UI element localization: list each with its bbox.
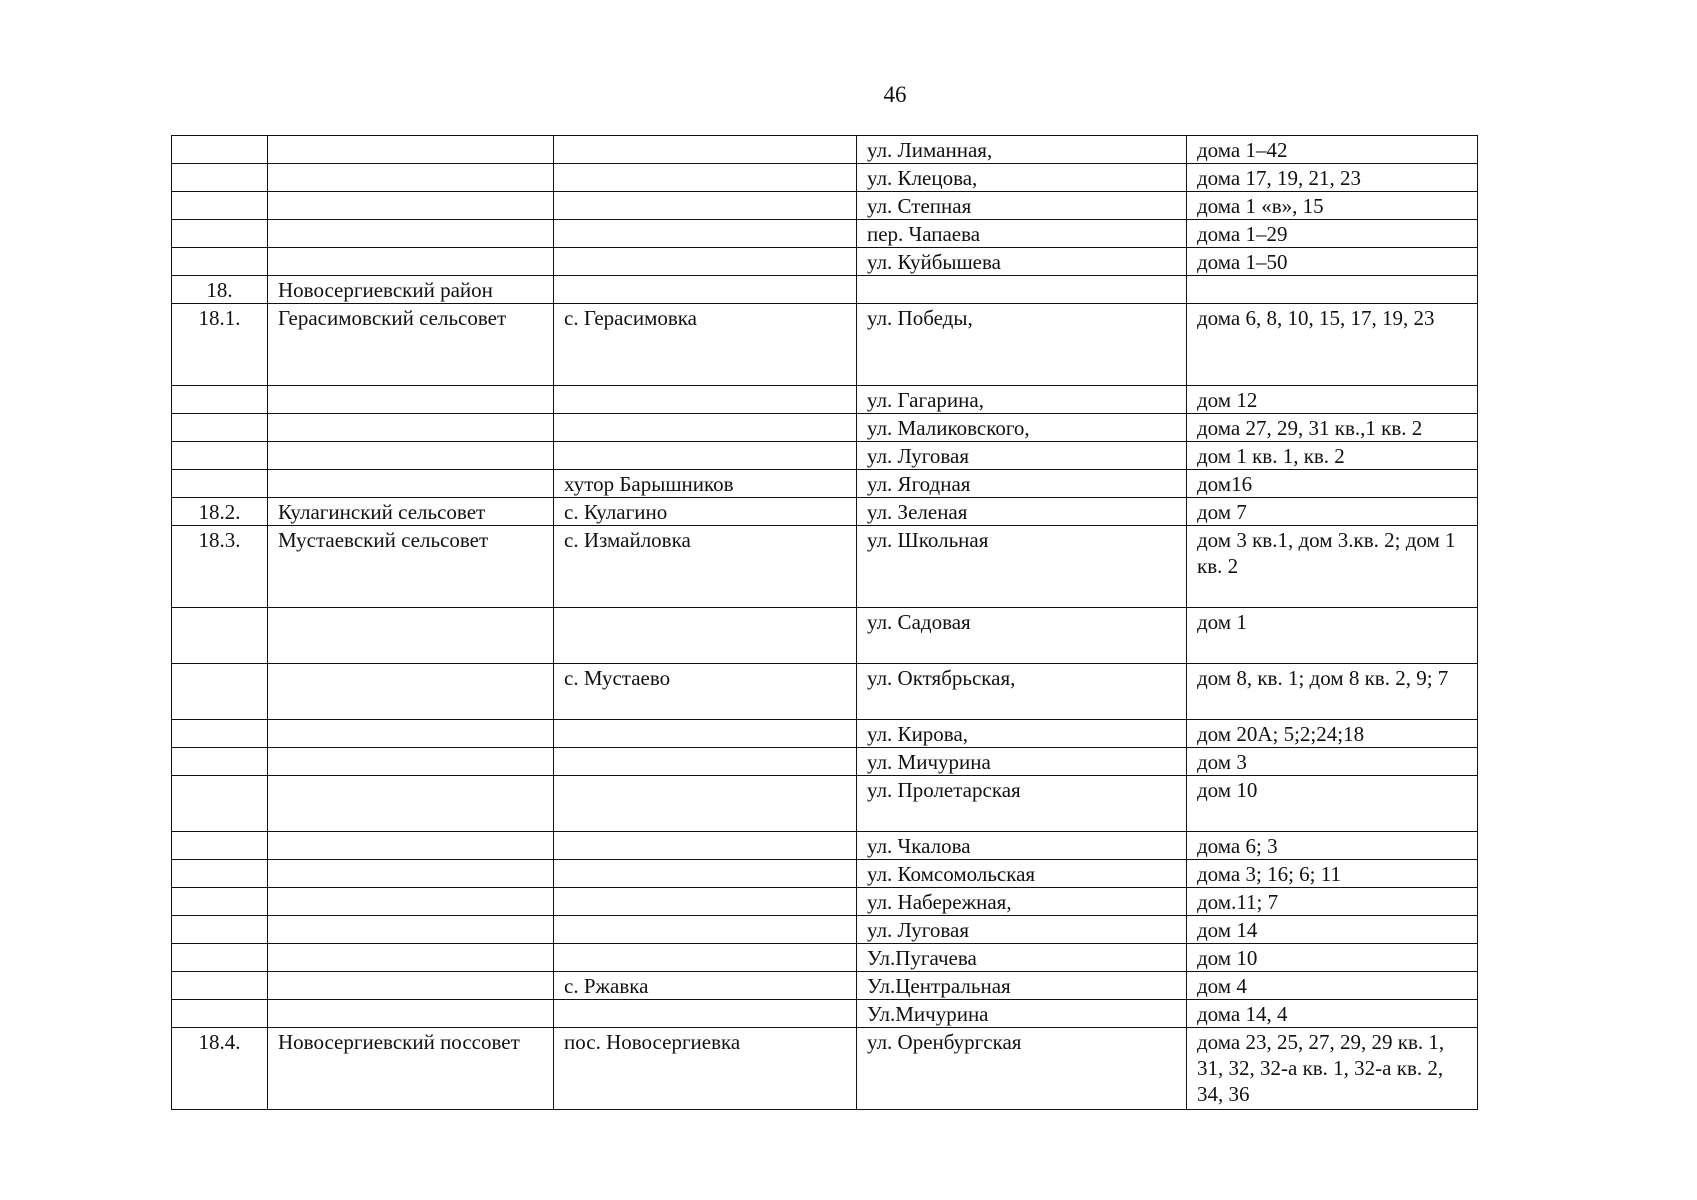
settlement-cell: с. Герасимовка: [554, 304, 857, 386]
district-cell: Новосергиевский поссовет: [268, 1028, 554, 1110]
district-cell: [268, 944, 554, 972]
street-cell: ул. Степная: [857, 192, 1187, 220]
houses-cell: [1187, 276, 1478, 304]
settlement-cell: [554, 860, 857, 888]
district-cell: [268, 470, 554, 498]
houses-cell: дом 1: [1187, 608, 1478, 664]
district-cell: [268, 776, 554, 832]
houses-cell: дом 3: [1187, 748, 1478, 776]
district-cell: [268, 748, 554, 776]
settlement-cell: [554, 136, 857, 164]
row-number: [172, 664, 268, 720]
street-cell: ул. Луговая: [857, 442, 1187, 470]
row-number: [172, 414, 268, 442]
houses-cell: дома 6; 3: [1187, 832, 1478, 860]
street-cell: [857, 276, 1187, 304]
table-row: [172, 304, 1478, 386]
houses-cell: дома 1 «в», 15: [1187, 192, 1478, 220]
houses-cell: дом 3 кв.1, дом 3.кв. 2; дом 1 кв. 2: [1187, 526, 1478, 608]
settlement-cell: [554, 832, 857, 860]
street-cell: ул. Школьная: [857, 526, 1187, 608]
table-row: [172, 608, 1478, 664]
settlement-cell: [554, 220, 857, 248]
houses-cell: дома 3; 16; 6; 11: [1187, 860, 1478, 888]
table-row: [172, 276, 1478, 304]
street-cell: ул. Гагарина,: [857, 386, 1187, 414]
district-cell: [268, 1000, 554, 1028]
table-row: [172, 748, 1478, 776]
settlement-cell: [554, 164, 857, 192]
street-cell: Ул.Центральная: [857, 972, 1187, 1000]
houses-cell: дом 1 кв. 1, кв. 2: [1187, 442, 1478, 470]
row-number: [172, 442, 268, 470]
street-cell: Ул.Пугачева: [857, 944, 1187, 972]
table-row: [172, 860, 1478, 888]
settlement-cell: [554, 608, 857, 664]
street-cell: ул. Чкалова: [857, 832, 1187, 860]
row-number: [172, 248, 268, 276]
settlement-cell: [554, 414, 857, 442]
settlement-cell: [554, 944, 857, 972]
table-row: [172, 470, 1478, 498]
houses-cell: дом 12: [1187, 386, 1478, 414]
street-cell: ул. Кирова,: [857, 720, 1187, 748]
settlement-cell: [554, 748, 857, 776]
row-number: [172, 608, 268, 664]
table-row: [172, 888, 1478, 916]
settlement-cell: [554, 276, 857, 304]
houses-cell: дома 1–42: [1187, 136, 1478, 164]
settlement-cell: [554, 1000, 857, 1028]
street-cell: Ул.Мичурина: [857, 1000, 1187, 1028]
row-number: [172, 972, 268, 1000]
table-row: [172, 1000, 1478, 1028]
row-number: [172, 748, 268, 776]
settlement-cell: [554, 888, 857, 916]
settlement-cell: [554, 192, 857, 220]
houses-cell: дома 23, 25, 27, 29, 29 кв. 1, 31, 32, 32-а кв. 1, 32-а кв. 2, 34, 36: [1187, 1028, 1478, 1110]
district-cell: [268, 136, 554, 164]
table-row: [172, 526, 1478, 608]
district-cell: [268, 832, 554, 860]
table-row: [172, 832, 1478, 860]
street-cell: ул. Комсомольская: [857, 860, 1187, 888]
row-number: 18.3.: [172, 526, 268, 608]
row-number: [172, 1000, 268, 1028]
district-cell: [268, 192, 554, 220]
district-cell: Герасимовский сельсовет: [268, 304, 554, 386]
settlement-cell: [554, 776, 857, 832]
page-number: 46: [883, 82, 907, 107]
table-row: [172, 414, 1478, 442]
street-cell: ул. Садовая: [857, 608, 1187, 664]
street-cell: ул. Оренбургская: [857, 1028, 1187, 1110]
street-cell: пер. Чапаева: [857, 220, 1187, 248]
row-number: [172, 888, 268, 916]
row-number: [172, 776, 268, 832]
table-row: [172, 664, 1478, 720]
houses-cell: дом 10: [1187, 944, 1478, 972]
row-number: 18.: [172, 276, 268, 304]
houses-cell: дом.11; 7: [1187, 888, 1478, 916]
houses-cell: дома 27, 29, 31 кв.,1 кв. 2: [1187, 414, 1478, 442]
address-table: [171, 135, 1478, 1110]
district-cell: [268, 220, 554, 248]
row-number: [172, 220, 268, 248]
table-row: [172, 720, 1478, 748]
table-row: [172, 220, 1478, 248]
district-cell: [268, 860, 554, 888]
table-row: [172, 776, 1478, 832]
table-row: [172, 944, 1478, 972]
street-cell: ул. Куйбышева: [857, 248, 1187, 276]
settlement-cell: [554, 720, 857, 748]
houses-cell: дом 20А; 5;2;24;18: [1187, 720, 1478, 748]
row-number: [172, 832, 268, 860]
street-cell: ул. Клецова,: [857, 164, 1187, 192]
district-cell: [268, 248, 554, 276]
row-number: [172, 720, 268, 748]
row-number: 18.4.: [172, 1028, 268, 1110]
district-cell: [268, 888, 554, 916]
district-cell: [268, 608, 554, 664]
row-number: [172, 916, 268, 944]
street-cell: ул. Луговая: [857, 916, 1187, 944]
houses-cell: дом16: [1187, 470, 1478, 498]
row-number: [172, 192, 268, 220]
district-cell: [268, 442, 554, 470]
row-number: 18.1.: [172, 304, 268, 386]
settlement-cell: пос. Новосергиевка: [554, 1028, 857, 1110]
houses-cell: дома 17, 19, 21, 23: [1187, 164, 1478, 192]
row-number: [172, 164, 268, 192]
district-cell: [268, 916, 554, 944]
table-row: [172, 498, 1478, 526]
street-cell: ул. Зеленая: [857, 498, 1187, 526]
district-cell: [268, 720, 554, 748]
houses-cell: дом 10: [1187, 776, 1478, 832]
row-number: [172, 860, 268, 888]
houses-cell: дома 14, 4: [1187, 1000, 1478, 1028]
row-number: 18.2.: [172, 498, 268, 526]
table-row: [172, 1028, 1478, 1110]
settlement-cell: [554, 386, 857, 414]
settlement-cell: с. Измайловка: [554, 526, 857, 608]
district-cell: Новосергиевский район: [268, 276, 554, 304]
houses-cell: дома 6, 8, 10, 15, 17, 19, 23: [1187, 304, 1478, 386]
houses-cell: дом 7: [1187, 498, 1478, 526]
table-row: [172, 386, 1478, 414]
houses-cell: дом 8, кв. 1; дом 8 кв. 2, 9; 7: [1187, 664, 1478, 720]
street-cell: ул. Победы,: [857, 304, 1187, 386]
houses-cell: дом 14: [1187, 916, 1478, 944]
table-row: [172, 136, 1478, 164]
district-cell: [268, 414, 554, 442]
district-cell: [268, 972, 554, 1000]
district-cell: [268, 664, 554, 720]
district-cell: Мустаевский сельсовет: [268, 526, 554, 608]
settlement-cell: [554, 248, 857, 276]
street-cell: ул. Лиманная,: [857, 136, 1187, 164]
settlement-cell: с. Кулагино: [554, 498, 857, 526]
district-cell: [268, 164, 554, 192]
street-cell: ул. Ягодная: [857, 470, 1187, 498]
row-number: [172, 944, 268, 972]
settlement-cell: с. Ржавка: [554, 972, 857, 1000]
settlement-cell: хутор Барышников: [554, 470, 857, 498]
houses-cell: дома 1–50: [1187, 248, 1478, 276]
table-row: [172, 916, 1478, 944]
street-cell: ул. Октябрьская,: [857, 664, 1187, 720]
row-number: [172, 386, 268, 414]
table-row: [172, 972, 1478, 1000]
table-row: [172, 248, 1478, 276]
table-row: [172, 164, 1478, 192]
district-cell: [268, 386, 554, 414]
settlement-cell: [554, 916, 857, 944]
table-row: [172, 442, 1478, 470]
settlement-cell: [554, 442, 857, 470]
settlement-cell: с. Мустаево: [554, 664, 857, 720]
houses-cell: дома 1–29: [1187, 220, 1478, 248]
street-cell: ул. Пролетарская: [857, 776, 1187, 832]
table-row: [172, 192, 1478, 220]
street-cell: ул. Маликовского,: [857, 414, 1187, 442]
row-number: [172, 470, 268, 498]
houses-cell: дом 4: [1187, 972, 1478, 1000]
street-cell: ул. Мичурина: [857, 748, 1187, 776]
row-number: [172, 136, 268, 164]
district-cell: Кулагинский сельсовет: [268, 498, 554, 526]
street-cell: ул. Набережная,: [857, 888, 1187, 916]
